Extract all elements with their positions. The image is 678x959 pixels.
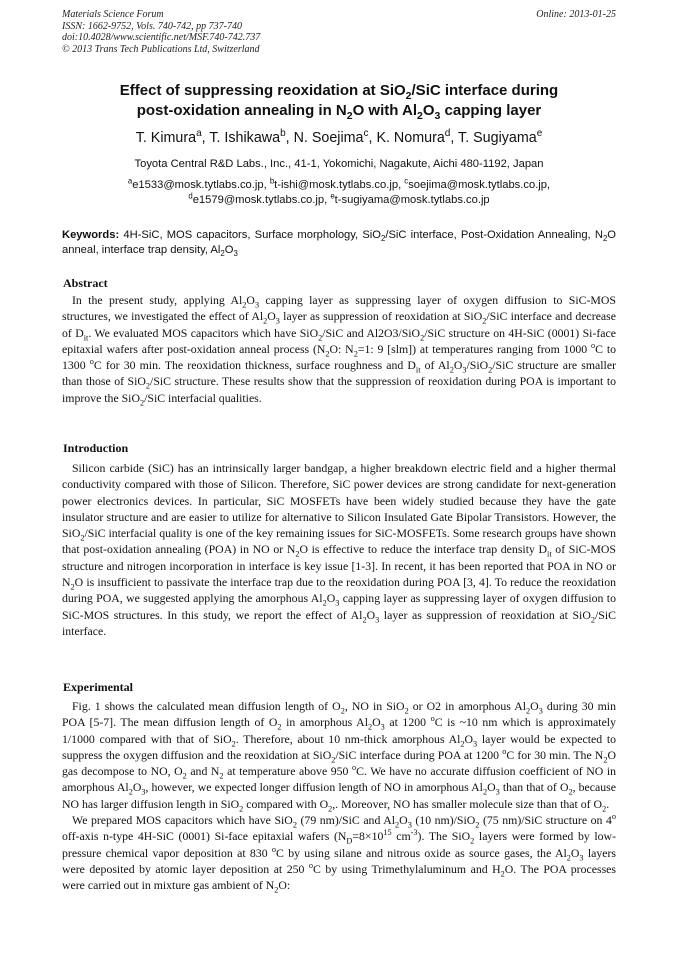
paper-title: Effect of suppressing reoxidation at SiO$_2$/SiC interface during post-oxidation annealing in $N_2O$ with $Al_2O_3$ capping layer [119, 82, 559, 122]
section-heading-experimental: Experimental [63, 680, 133, 694]
affiliation: Toyota Central R&D Labs., Inc., 41-1, Yokomichi, Nagakute, Aichi 480-1192, Japan [134, 158, 544, 170]
author: N. Soejima [293, 130, 364, 146]
email-link[interactable]: e1533@mosk.tytlabs.co.jp [132, 179, 264, 191]
author: T. Kimura [135, 130, 197, 146]
author: K. Nomura [376, 130, 445, 146]
email-list: $^a$e1533@mosk.tytlabs.co.jp, $^b$t-ishi@mosk.tytlabs.co.jp, $^c$soejima@mosk.tytlabs.co.jp, $^d$e1579@mosk.tytlabs.co.jp, $^e$t-sugiyama@mosk.tytlabs.co.jp [127, 176, 551, 206]
email-link[interactable]: soejima@mosk.tytlabs.co.jp [408, 179, 548, 191]
section-heading-abstract: Abstract [63, 276, 108, 290]
author: T. Ishikawa [209, 130, 281, 146]
introduction-text: Silicon carbide (SiC) has an intrinsically larger bandgap, a higher breakdown electric field and a higher thermal conductivity compared with those of Silicon. Therefore, SiC power devices are strong candidate for next-generation power electronics devices. In particular, SiC MOSFETs have been widely studied because they have the gate insulator structure and are easier to utilize for alternative to Silicon Insulated Gate Bipolar Transistors. However, the SiO$_2$/SiC interfacial quality is one of the key remaining issues for SiC-MOSFETs. Some research groups have shown that post-oxidation annealing (POA) in NO or $N_2O$ is effective to reduce the interface trap density $D_{it}$ of SiC-MOS structure and nitrogen incorporation in interface is key issue [1-3]. In recent, it has been reported that POA in NO or $N_2O$ is insufficient to passivate the interface trap due to the reoxidation during POA [3, 4]. To reduce the reoxidation during POA, we suggested applying the amorphous $Al_2O_3$ capping layer as suppressing layer of oxygen diffusion to SiC-MOS structures. In this study, we report the effect of $Al_2O_3$ layer as suppression of reoxidation at SiO$_2$/SiC interface. [62, 461, 616, 638]
journal-header [62, 9, 616, 55]
author: T. Sugiyama [458, 130, 537, 146]
keywords: Keywords: 4H-SiC, MOS capacitors, Surface morphology, SiO$_2$/SiC interface, Post-Oxidation Annealing, $N_2O$ anneal, interface trap density, $Al_2O_3$ [62, 229, 616, 259]
email-link[interactable]: t-ishi@mosk.tytlabs.co.jp [274, 179, 399, 191]
issn: ISSN: 1662-9752, Vols. 740-742, pp 737-740 [62, 20, 242, 32]
section-heading-introduction: Introduction [63, 441, 129, 455]
journal-name: Materials Science Forum [62, 9, 164, 20]
online-date: Online: 2013-01-25 [536, 9, 616, 20]
copyright: © 2013 Trans Tech Publications Ltd, Switzerland [62, 43, 260, 55]
experimental-text: Fig. 1 shows the calculated mean diffusion length of $O_2$, NO in SiO$_2$ or O2 in amorphous $Al_2O_3$ during 30 min POA [5-7]. The mean diffusion length of $O_2$ in amorphous $Al_2O_3$ at 1200 $^o$C is ~10 nm which is approximately 1/1000 compared with that of SiO$_2$. Therefore, about 10 nm-thick amorphous $Al_2O_3$ layer would be expected to suppress the oxygen diffusion and the reoxidation at SiO$_2$/SiC interface during POA at 1200 $^o$C for 30 min. The $N_2O$ gas decompose to NO, $O_2$ and $N_2$ at temperature above 950 $^o$C. We have no accurate diffusion coefficient of NO in amorphous $Al_2O_3$, however, we expected longer diffusion length of NO in amorphous $Al_2O_3$ than that of $O_2$, because NO has larger diffusion length in SiO$_2$ compared with $O_2$,. Moreover, NO has smaller molecule size than that of $O_2$. We prepared MOS capacitors which have SiO$_2$ (79 nm)/SiC and $Al_2O_3$ (10 nm)/SiO$_2$ (75 nm)/SiC structure on 4$^o$ off-axis n-type 4H-SiC (0001) Si-face epitaxial wafers ($N_D=8\times 10^{15}$ $cm^{-3}$). The SiO$_2$ layers were formed by low-pressure chemical vapor deposition at 830 $^o$C by using silane and nitrous oxide as source gases, the $Al_2O_3$ layers were deposited by atomic layer deposition at 250 $^o$C by using Trimethylaluminum and $H_2O$. The POA processes were carried out in mixture gas ambient of $N_2O$: [62, 699, 617, 895]
abstract-text: In the present study, applying $Al_2O_3$ capping layer as suppressing layer of oxygen diffusion to SiC-MOS structures, we investigated the effect of $Al_2O_3$ layer as suppression of reoxidation at SiO$_2$/SiC interface and decrease of $D_{it}$. We evaluated MOS capacitors which have SiO$_2$/SiC and Al2O3/SiO$_2$/SiC structure on 4H-SiC (0001) Si-face epitaxial wafers after post-oxidation anneal process ($N_2O$: $N_2=1$: 9 [slm]) at temperatures ranging from 1000 $^o$C to 1300 $^o$C for 30 min. The reoxidation thickness, surface roughness and $D_{it}$ of $Al_2O_3/SiO_2$/SiC structure are smaller than those of SiO$_2$/SiC structure. These results show that the suppression of reoxidation during POA is important to improve the SiO$_2$/SiC interfacial qualities. [62, 293, 617, 408]
email-link[interactable]: t-sugiyama@mosk.tytlabs.co.jp [334, 194, 490, 206]
email-link[interactable]: e1579@mosk.tytlabs.co.jp [192, 194, 325, 206]
doi: doi:10.4028/www.scientific.net/MSF.740-742.737 [62, 32, 261, 43]
author-list: T. Kimura$^a$, T. Ishikawa$^b$, N. Soejima$^c$, K. Nomura$^d$, T. Sugiyama$^e$ [135, 128, 543, 146]
